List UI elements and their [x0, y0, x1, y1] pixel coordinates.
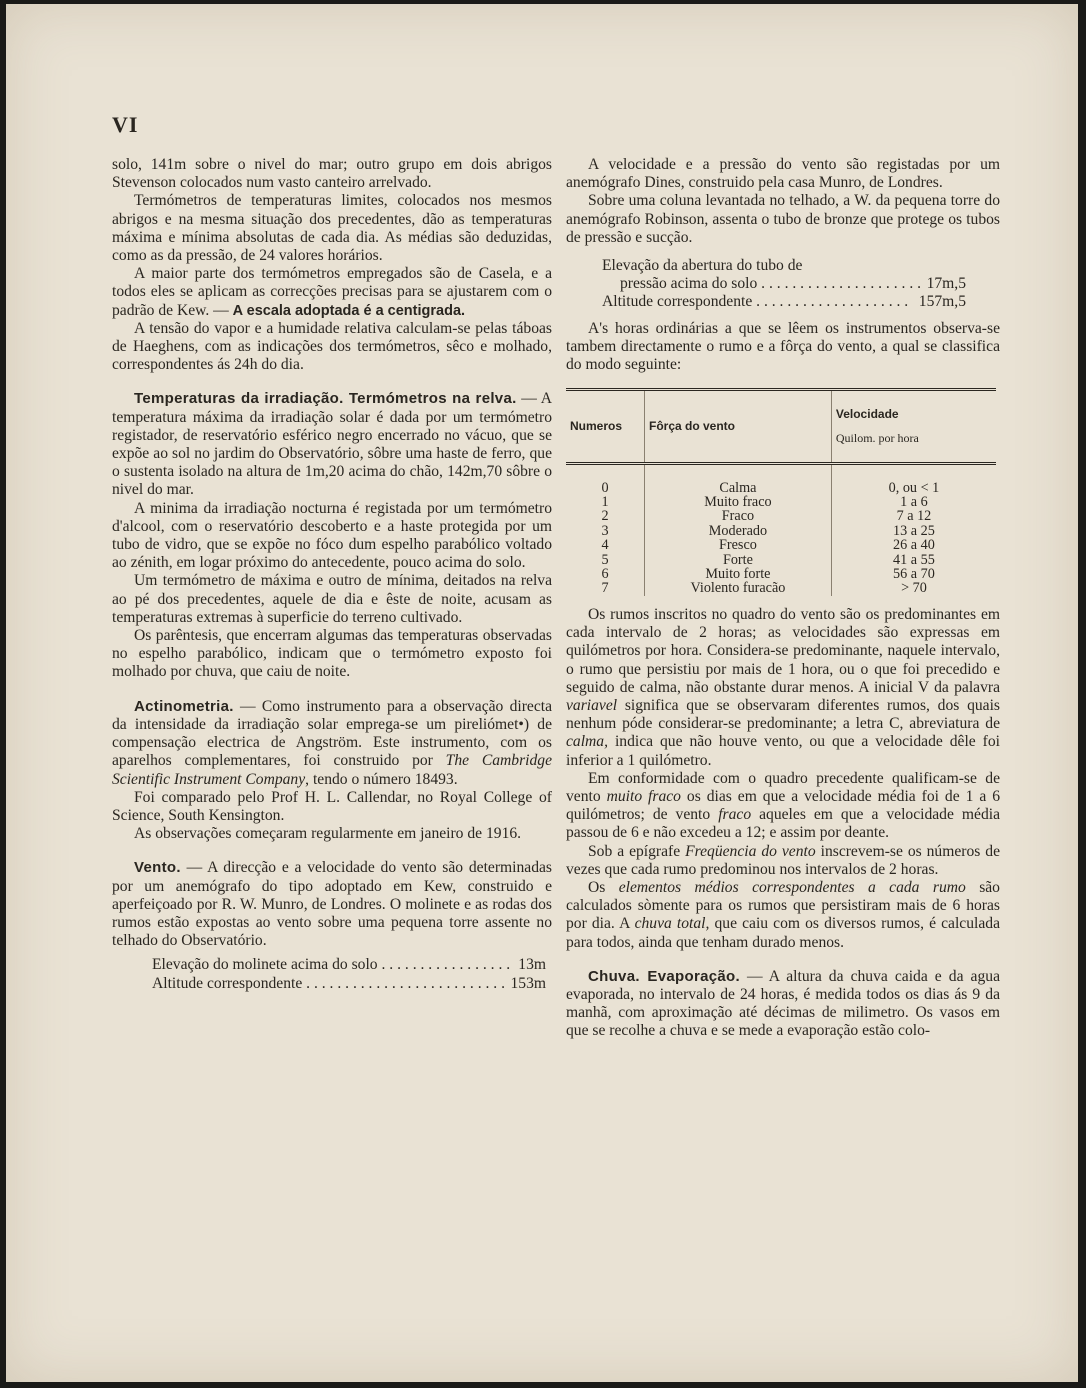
text-run: Sob a epígrafe [588, 842, 686, 860]
table-cell: 2 [601, 508, 609, 525]
text-run: , tendo o número 18493. [305, 770, 458, 788]
table-cell: 7 [601, 580, 609, 597]
table-cell: 4 [601, 537, 609, 554]
spec-row [602, 275, 966, 293]
text-run: aqueles em que a velocidade média passou de 6 e não excedeu a 12; e assim por deante. [566, 806, 1001, 842]
wind-force-table [566, 388, 996, 596]
spec-list [152, 956, 546, 992]
spec-list [602, 257, 966, 312]
table-row [566, 538, 996, 552]
paragraph [566, 879, 1000, 952]
italic-text: calma, [566, 733, 609, 751]
table-row [566, 495, 996, 509]
paragraph [112, 390, 552, 499]
right-column [566, 156, 1000, 1041]
text-run: indica que não houve vento, ou que a velocidade dêle foi inferior a 1 quilómetro. [566, 733, 1000, 769]
spec-label: Elevação da abertura do tubo de [602, 257, 803, 275]
section-heading: Vento. [134, 859, 181, 877]
spec-value: 13m [518, 956, 546, 974]
table-cell: 56 a 70 [831, 567, 996, 581]
text-run: que caiu com os diversos rumos, é calculada para todos, ainda que tenham durado menos. [566, 915, 1000, 951]
text-run: — A temperatura máxima da irradiação solar é dada por um termómetro registador, de reservatório esférico negro encerrado no vácuo, que se expõe ao sol no jardim do Observatório, sôbre uma haste de ferro, que o sustenta isolado na altura de 1m,20 acima do chão, 142m,70 sôbre o nivel do mar. [112, 390, 552, 499]
paragraph: Um termómetro de máxima e outro de mínima, deitados na relva ao pé dos precedentes, aquele de dia e êste de noite, acusam as temperaturas extremas à superficie do terreno cultivado. [112, 572, 552, 626]
section-heading: Temperaturas da irradiação. Termómetros na relva. [134, 390, 517, 408]
table-cell: 0 [601, 479, 609, 496]
paragraph: Termómetros de temperaturas limites, colocados nos mesmos abrigos e na mesma situação dos precedentes, dão as temperaturas máxima e mínima absolutas de cada dia. As médias são deduzidas, como as da pressão, de 24 valores horários. [112, 192, 552, 265]
header-label: Velocidade [835, 407, 899, 422]
paragraph: solo, 141m sobre o nivel do mar; outro grupo em dois abrigos Stevenson colocados num vasto canteiro arrelvado. [112, 156, 552, 192]
paragraph [566, 606, 1000, 770]
spec-label: Altitude correspondente . . . [602, 293, 913, 311]
italic-text: variavel [566, 696, 618, 714]
spec-value: 157m,5 [918, 293, 966, 311]
spec-label: pressão acima do solo . . . [620, 275, 921, 293]
table-row [566, 581, 996, 595]
text-run: — A direcção e a velocidade do vento são determinadas por um anemógrafo do tipo adoptado em Kew, construido e aperfeiçoado por R. W. Munro, de Londres. O molinete e as rodas dos rumos estão expostas ao vento sobre uma pequena torre assente no telhado do Observatório. [112, 859, 552, 950]
spec-row [152, 956, 546, 974]
section-heading: Chuva. Evaporação. [588, 967, 740, 985]
italic-text: muito fraco [606, 787, 681, 805]
italic-text: elementos médios correspondentes a cada rumo [618, 878, 966, 896]
text-run: significa que se observaram diferentes rumos, dos quais nenhum póde considerar-se predominante; a letra C, abreviatura de [566, 696, 1000, 733]
table-row [566, 524, 996, 538]
spec-row [602, 257, 966, 275]
text-run: Em conformidade com o quadro precedente qualificam-se de vento [566, 769, 1000, 805]
table-cell: Calma [645, 463, 832, 495]
text-run: — A altura da chuva caida e da agua evaporada, no intervalo de 24 horas, é medida todos os dias ás 9 da manhã, com aproximação até décimas de milimetro. Os vasos em que se recolhe a chuva e se mede a evaporação estão colo- [566, 967, 1000, 1040]
text-run: — Como instrumento para a observação directa da intensidade da irradiação solar emprega-se um pireliómet•) de compensação electrica de Angström. Este instrumento, com os aparelhos complementares, foi construido por [112, 697, 552, 770]
paragraph: As observações começaram regularmente em janeiro de 1916. [134, 825, 522, 843]
paragraph: A tensão do vapor e a humidade relativa calculam-se pelas táboas de Haeghens, com as indicações dos termómetros, sêco e molhado, correspondentes ás 24h do dia. [112, 319, 552, 374]
italic-text: The Cambridge Scientific Instrument Company [112, 752, 552, 788]
italic-text: Freqüencia do vento [685, 842, 816, 860]
table-cell: 1 a 6 [831, 495, 996, 509]
table-cell: Forte [645, 553, 832, 567]
text-run: inscrevem-se os números de vezes que cada rumo predominou nos intervalos de 2 horas. [566, 842, 1000, 878]
text-run: são calculados sòmente para os rumos que persistiram mais de 6 horas por dia. A [566, 878, 1000, 933]
table-header: Numeros [566, 390, 645, 463]
table-row [566, 567, 996, 581]
table-cell: Fresco [645, 538, 832, 552]
spec-label: Elevação do molinete acima do solo . . . [152, 956, 512, 974]
text-run: Os [588, 878, 619, 896]
table-cell: 0, ou < 1 [831, 463, 996, 495]
italic-text: chuva total, [634, 915, 710, 933]
paragraph [566, 770, 1000, 843]
spec-value: 153m [510, 974, 546, 992]
paragraph: Sobre uma coluna levantada no telhado, a W. da pequena torre do anemógrafo Robinson, assenta o tubo de bronze que protege os tubos de pressão e sucção. [566, 192, 1000, 246]
paragraph [566, 968, 1000, 1041]
table-header: Fôrça do vento [645, 390, 832, 463]
paragraph [112, 698, 552, 789]
table-cell: 1 [601, 494, 609, 511]
table-cell: Violento furacão [645, 581, 832, 595]
table-header [831, 390, 996, 463]
table-cell: 6 [601, 566, 609, 583]
paragraph: Os parêntesis, que encerram algumas das temperaturas observadas no espelho parabólico, indicam que o termómetro exposto foi molhado por chuva, que caiu de noite. [112, 627, 552, 681]
page-number: VI [112, 112, 139, 137]
text-run: os dias em que a velocidade média foi de 1 a 6 quilómetros; de vento [566, 787, 1000, 824]
document-page [6, 4, 1078, 1382]
table-cell: 7 a 12 [831, 509, 996, 523]
table-row [566, 509, 996, 523]
spec-label: Altitude correspondente . . . [152, 975, 504, 993]
spec-row [152, 975, 546, 993]
text-run: A maior parte dos termómetros empregados são de Casela, e a todos eles se aplicam as correcções precisas para se ajustarem com o padrão de Kew. — [112, 265, 552, 319]
left-column [112, 156, 552, 1001]
table-row [566, 553, 996, 567]
paragraph: A velocidade e a pressão do vento são registadas por um anemógrafo Dines, construido pela casa Munro, de Londres. [566, 156, 1000, 192]
table-cell: 3 [601, 522, 609, 539]
spec-row [602, 293, 966, 311]
bold-text: A escala adoptada é a centigrada. [232, 302, 466, 319]
table-cell: 13 a 25 [831, 524, 996, 538]
italic-text: fraco [718, 806, 752, 824]
text-run: Os rumos inscritos no quadro do vento são os predominantes em cada intervalo de 2 horas; as velocidades são expressas em quilómetros por hora. Considera-se predominante, naquele intervalo, o rumo que persistiu por mais de 1 hora, ou o que foi precedido e seguido de calma, não obstante durar menos. A inicial V da palavra [566, 605, 1000, 696]
section-heading: Actinometria. [134, 697, 234, 715]
paragraph [112, 859, 552, 950]
spec-value: 17m,5 [926, 275, 966, 293]
header-sublabel: Quilom. por hora [835, 431, 919, 446]
table-cell: Fraco [645, 509, 832, 523]
table-cell: Muito forte [645, 567, 832, 581]
table-cell: 41 a 55 [831, 553, 996, 567]
table-row [566, 463, 996, 495]
table-cell: Moderado [645, 524, 832, 538]
paragraph: A minima da irradiação nocturna é registada por um termómetro d'alcool, com o reservatório descoberto e a haste protegida por um tubo de vidro, que se expõe no fóco dum espelho parabólico voltado ao zénith, em logar próximo do antecedente, pouco acima do solo. [112, 499, 552, 572]
paragraph: Foi comparado pelo Prof H. L. Callendar, no Royal College of Science, South Kensington. [112, 788, 552, 824]
table-cell: 5 [601, 551, 609, 568]
table-cell: > 70 [831, 581, 996, 595]
paragraph: A's horas ordinárias a que se lêem os instrumentos observa-se tambem directamente o rumo e a fôrça do vento, a qual se classifica do modo seguinte: [566, 319, 1000, 374]
paragraph [566, 843, 1000, 879]
table-cell: Muito fraco [645, 495, 832, 509]
paragraph [112, 265, 552, 320]
table-cell: 26 a 40 [831, 538, 996, 552]
